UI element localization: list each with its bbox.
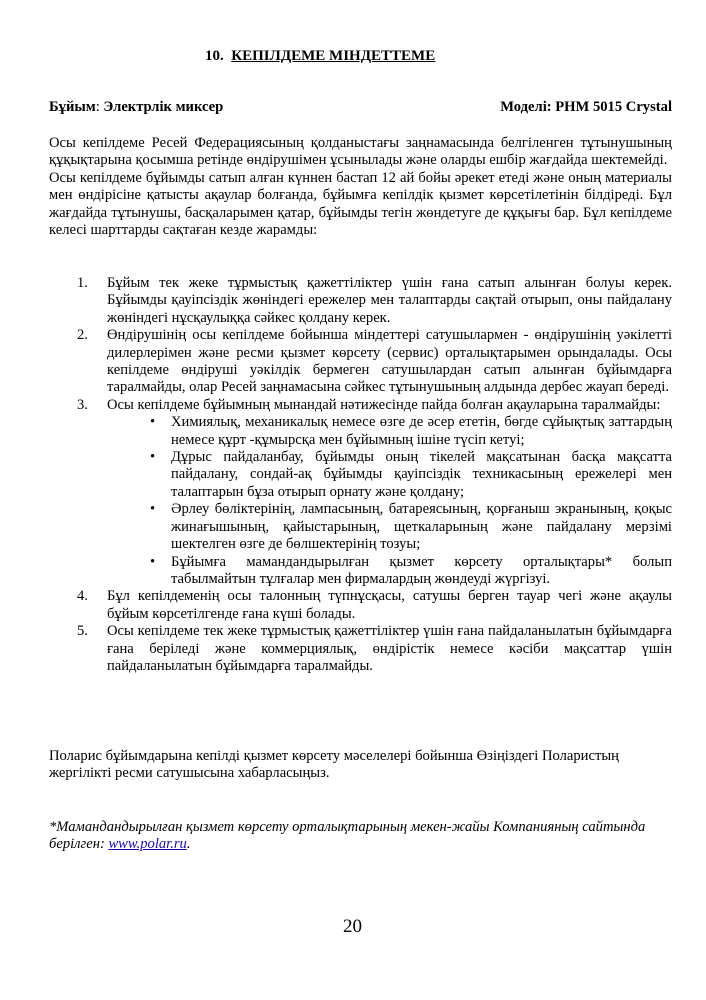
contact-note-text: Поларис бұйымдарына кепілді қызмет көрсету мәселелері бойынша Өзіңіздегі Поларистың жергілікті ресми сатушысына хабарласыңыз. <box>49 748 619 782</box>
footnote-end: . <box>186 836 191 853</box>
exclusion-text: Бұйымға мамандандырылған қызмет көрсету орталықтары* болып табылмайтын тұлғалар мен фирмалардың жөндеуді жүргізуі. <box>171 553 672 587</box>
term-item <box>49 588 672 623</box>
term-number: 3. <box>77 396 88 413</box>
bullet-icon: • <box>150 414 156 431</box>
term-text: Осы кепілдеме тек жеке тұрмыстық қажеттіліктер үшін ғана пайдаланылатын бұйымдарға ғана беріледі және коммерциялық, өндірістік немесе кәсіби мақсаттар үшін пайдаланылатын бұйымдарға таралмайды. <box>107 623 672 674</box>
terms-list <box>49 275 672 675</box>
contact-note <box>49 748 672 783</box>
product-item-label: Бұйым <box>49 99 96 115</box>
section-title <box>205 48 435 65</box>
term-number: 4. <box>77 588 88 605</box>
term-item <box>49 327 672 397</box>
intro-text <box>49 135 672 239</box>
bullet-icon: • <box>150 553 156 570</box>
exclusion-item <box>107 501 672 553</box>
bullet-icon: • <box>150 501 156 518</box>
exclusions-list <box>107 414 672 588</box>
term-number: 2. <box>77 327 88 344</box>
term-number: 5. <box>77 623 88 640</box>
exclusion-text: Химиялық, механикалық немесе өзге де әсер ететін, бөгде сұйықтық заттардың немесе құрт -құмырсқа мен бұйымның ішіне түсіп кетуі; <box>171 414 672 448</box>
term-item <box>49 397 672 588</box>
section-title-text: КЕПІЛДЕМЕ МІНДЕТТЕМЕ <box>231 48 436 64</box>
term-text: Өндірушінің осы кепілдеме бойынша міндеттері сатушылармен - өндірушінің уәкілетті дилерлерімен және ресми қызмет көрсету (сервис) орталықтарымен орындалады. Осы кепілдеме өндіруші уәкілдік бермеген сатушылардан сатып алынған бұйымдарға таралмайды, олар Ресей заңнамасына сәйкес тұтынушының алдында дербес жауап береді. <box>107 327 672 396</box>
footnote <box>49 819 672 854</box>
product-item: Бұйым: Электрлік миксер <box>49 99 224 115</box>
section-number: 10. <box>205 48 224 64</box>
term-text: Бұйым тек жеке тұрмыстық қажеттіліктер үшін ғана сатып алынған болуы керек. Бұйымды қауіпсіздік жөніндегі ережелер мен талаптарды сақтай отырып, оны пайдалану жөніндегі нұсқаулыққа сәйкес қолдану керек. <box>107 275 672 326</box>
intro-paragraph: Осы кепілдеме бұйымды сатып алған күннен бастап 12 ай бойы әрекет етеді және оның материалы мен өндірісіне қатысты ақаулар болғанда, бұйымға кепілдік қызмет көрсетілетінін білдіреді. Бұл жағдайда тұтынушы, басқаларымен қатар, бұйымды тегін жөндетуге де құқығы бар. Бұл кепілдеме келесі шарттарды сақтаған кезде жарамды: <box>49 169 672 239</box>
exclusion-text: Әрлеу бөліктерінің, лампасының, батареясының, қорғаныш экранының, қоқыс жинағышының, қайыстарының, щеткаларының және пайдалану мерзімі шектелген өзге де бөлшектерінің тозуы; <box>171 501 672 553</box>
website-link[interactable]: www.polar.ru <box>108 836 187 853</box>
product-item-value: Электрлік миксер <box>103 99 224 115</box>
page-number: 20 <box>343 916 362 937</box>
product-model-value: PHM 5015 Crystal <box>555 99 672 115</box>
product-info-row <box>49 99 672 116</box>
product-model-label: Моделі: <box>500 99 552 115</box>
term-item <box>49 275 672 327</box>
bullet-icon: • <box>150 449 156 466</box>
exclusion-item <box>107 414 672 449</box>
term-text: Осы кепілдеме бұйымның мынандай нәтижесінде пайда болған ақауларына таралмайды: <box>107 396 661 413</box>
term-number: 1. <box>77 275 88 291</box>
exclusion-item <box>107 554 672 589</box>
intro-paragraph: Осы кепілдеме Ресей Федерациясының қолданыстағы заңнамасында белгіленген тұтынушының құқықтарына қосымша ретінде өндірушімен ұсынылады және оларды ешбір жағдайда шектемейді. <box>49 135 672 169</box>
exclusion-text: Дұрыс пайдаланбау, бұйымды оның тікелей мақсатынан басқа мақсатта пайдалану, сондай-ақ бұйымды қауіпсіздік техникасының ережелері мен талаптарын бұза отырып орнату және қолдану; <box>171 449 672 500</box>
term-item <box>49 623 672 675</box>
footnote-text: *Мамандандырылған қызмет көрсету орталықтарының мекен-жайы Компанияның сайтында берілген: <box>49 819 646 853</box>
product-model <box>500 99 672 116</box>
exclusion-item <box>107 449 672 501</box>
term-text: Бұл кепілдеменің осы талонның түпнұсқасы, сатушы берген тауар чегі және ақаулы бұйым көрсетілгенде ғана күші болады. <box>107 588 672 622</box>
